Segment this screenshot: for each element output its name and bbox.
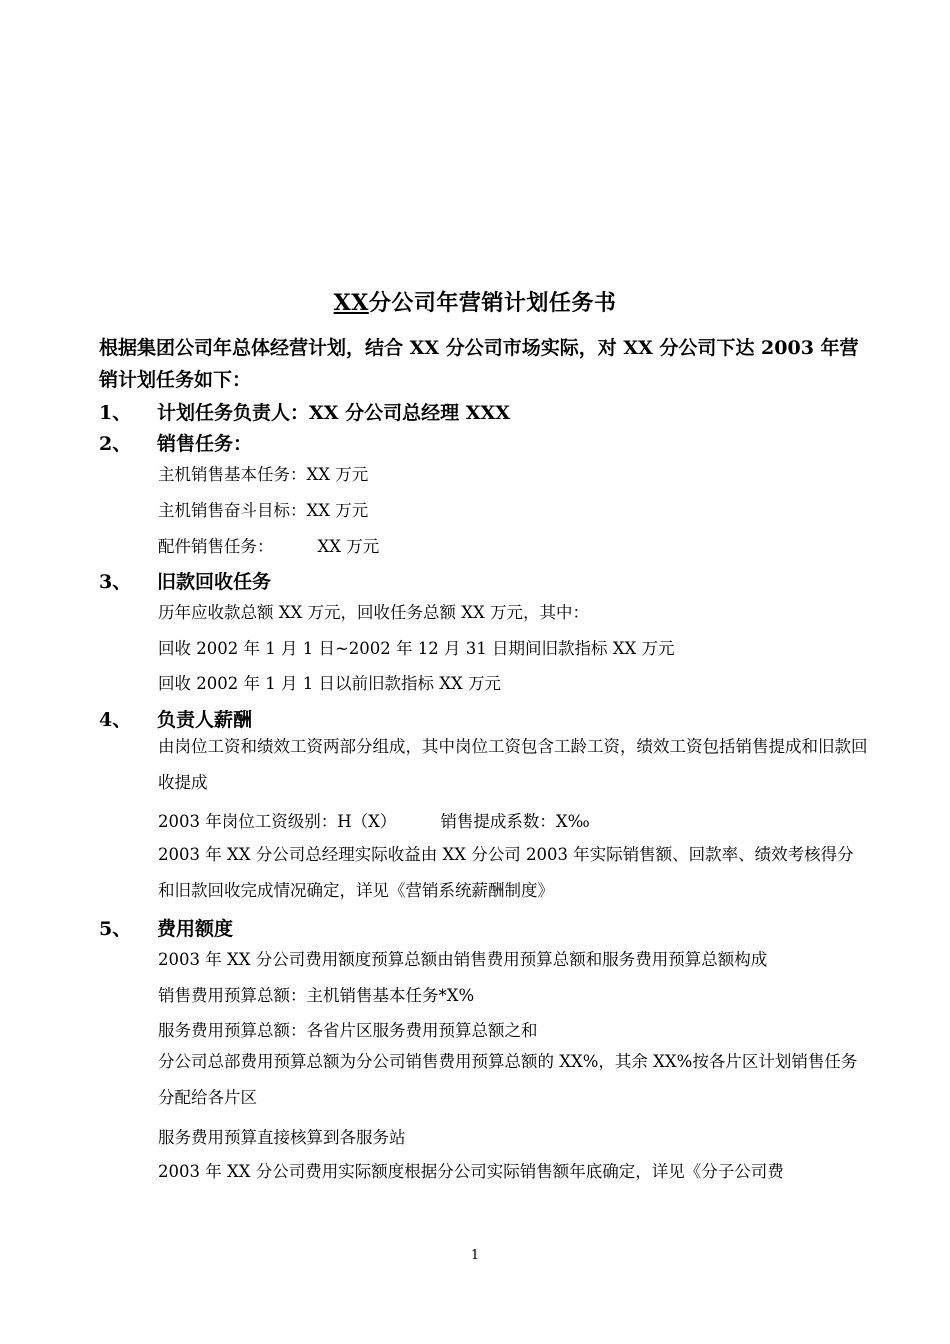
salary-grade: 2003 年岗位工资级别：H（X） bbox=[158, 812, 397, 831]
section-1-heading bbox=[99, 398, 510, 425]
intro-paragraph: 根据集团公司年总体经营计划，结合 XX 分公司市场实际，对 XX 分公司下达 2003 年营销计划任务如下： bbox=[99, 337, 859, 391]
section-number: 5、 bbox=[99, 918, 132, 940]
section-title: 费用额度 bbox=[157, 918, 234, 940]
section-title: 销售任务： bbox=[157, 433, 253, 455]
body-line bbox=[158, 808, 868, 832]
body-line: 2003 年 XX 分公司费用额度预算总额由销售费用预算总额和服务费用预算总额构成 bbox=[158, 950, 768, 969]
body-line: 主机销售基本任务：XX 万元 bbox=[158, 465, 369, 484]
section-4-heading bbox=[99, 705, 252, 732]
section-title: 计划任务负责人：XX 分公司总经理 XXX bbox=[157, 402, 510, 424]
body-line: 回收 2002 年 1 月 1 日以前旧款指标 XX 万元 bbox=[158, 674, 501, 693]
page-number: 1 bbox=[470, 1248, 480, 1263]
section-number: 3、 bbox=[99, 571, 132, 593]
body-paragraph: 2003 年 XX 分公司总经理实际收益由 XX 分公司 2003 年实际销售额、回款率、绩效考核得分和旧款回收完成情况确定，详见《营销系统薪酬制度》 bbox=[158, 845, 854, 900]
section-3-heading bbox=[99, 567, 271, 594]
commission-rate: 销售提成系数：X‰ bbox=[440, 812, 590, 831]
body-line: 服务费用预算直接核算到各服务站 bbox=[158, 1128, 406, 1147]
body-line: 主机销售奋斗目标：XX 万元 bbox=[158, 501, 369, 520]
body-line: 服务费用预算总额：各省片区服务费用预算总额之和 bbox=[158, 1021, 538, 1040]
body-line: 历年应收款总额 XX 万元，回收任务总额 XX 万元，其中： bbox=[158, 603, 589, 622]
section-title: 负责人薪酬 bbox=[157, 709, 253, 731]
section-2-heading bbox=[99, 429, 252, 456]
body-line-label: 配件销售任务： bbox=[158, 537, 274, 556]
section-number: 4、 bbox=[99, 709, 132, 731]
body-line-value: XX 万元 bbox=[317, 537, 380, 556]
section-number: 1、 bbox=[99, 402, 132, 424]
title-text: 分公司年营销计划任务书 bbox=[368, 290, 617, 316]
title-prefix: XX bbox=[333, 290, 369, 316]
body-line: 2003 年 XX 分公司费用实际额度根据分公司实际销售额年底确定，详见《分子公司费 bbox=[158, 1162, 784, 1181]
section-title: 旧款回收任务 bbox=[157, 571, 272, 593]
section-number: 2、 bbox=[99, 433, 132, 455]
body-line: 回收 2002 年 1 月 1 日~2002 年 12 月 31 日期间旧款指标 XX 万元 bbox=[158, 639, 675, 658]
body-paragraph: 分公司总部费用预算总额为分公司销售费用预算总额的 XX%，其余 XX%按各片区计划销售任务分配给各片区 bbox=[158, 1052, 858, 1107]
body-line: 销售费用预算总额：主机销售基本任务*X% bbox=[158, 986, 475, 1005]
document-title bbox=[0, 286, 950, 317]
body-line bbox=[158, 533, 868, 557]
body-paragraph: 由岗位工资和绩效工资两部分组成，其中岗位工资包含工龄工资，绩效工资包括销售提成和旧款回收提成 bbox=[158, 737, 868, 792]
section-5-heading bbox=[99, 914, 233, 941]
